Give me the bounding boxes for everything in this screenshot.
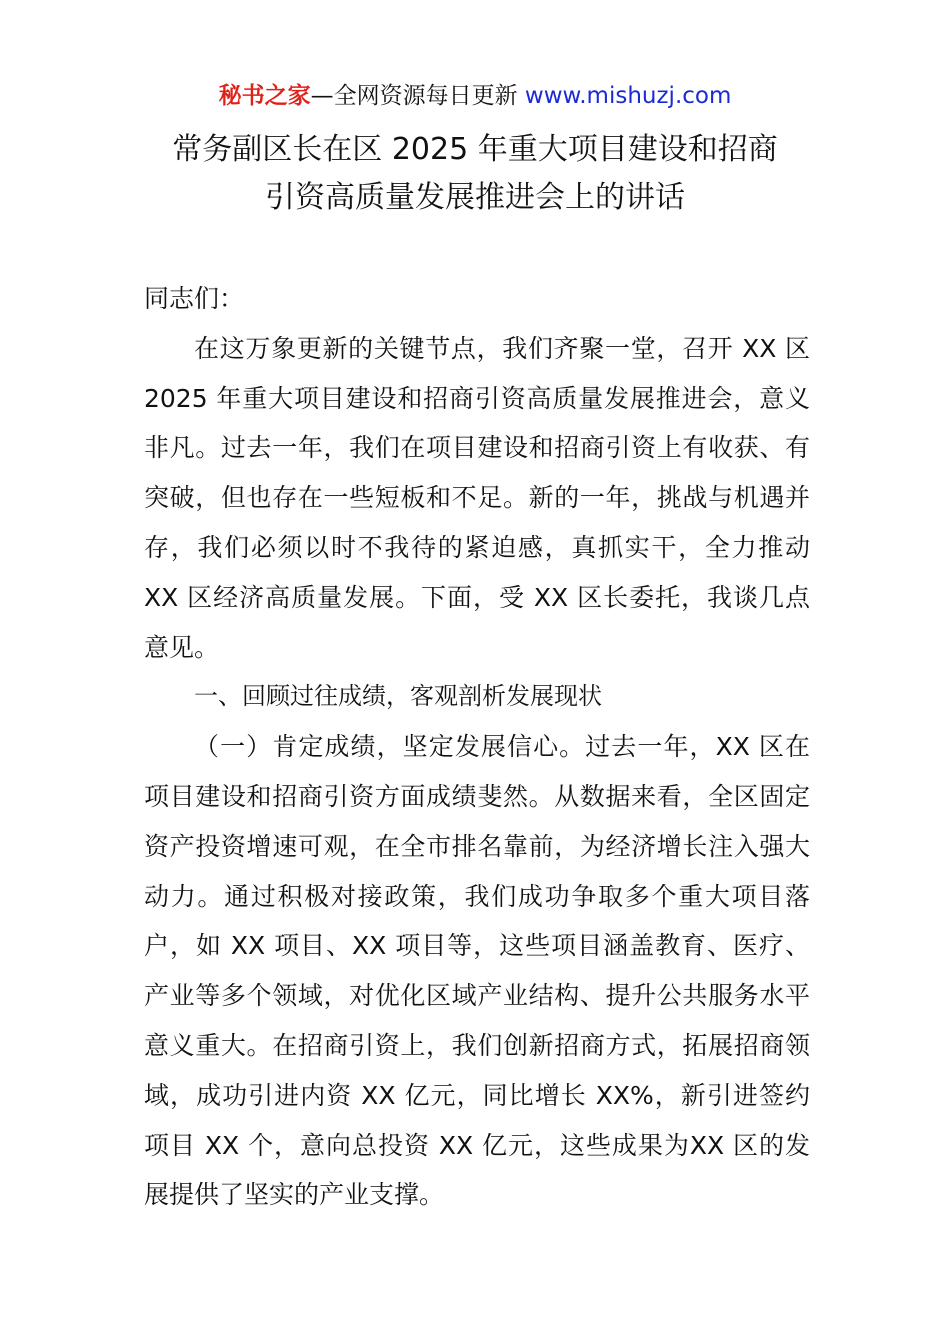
site-banner <box>0 80 950 112</box>
section-heading-1: 一、回顾过往成绩，客观剖析发展现状 <box>194 682 602 711</box>
document-body <box>144 274 810 1220</box>
salutation: 同志们： <box>144 284 245 313</box>
title-line-1: 常务副区长在区 2025 年重大项目建设和招商 <box>172 132 778 167</box>
paragraph-intro: 在这万象更新的关键节点，我们齐聚一堂，召开 XX 区2025 年重大项目建设和招商引资高质量发展推进会，意义非凡。过去一年，我们在项目建设和招商引资上有收获、有突破，但也存在一些短板和不足。新的一年，挑战与机遇并存，我们必须以时不我待的紧迫感，真抓实干，全力推动 XX 区经济高质量发展。下面，受 XX 区长委托，我谈几点意见。 <box>144 333 810 662</box>
site-url-link[interactable]: www.mishuzj.com <box>524 83 732 109</box>
paragraph-achievements: （一）肯定成绩，坚定发展信心。过去一年，XX 区在项目建设和招商引资方面成绩斐然。从数据来看，全区固定资产投资增速可观，在全市排名靠前，为经济增长注入强大动力。通过积极对接政策，我们成功争取多个重大项目落户，如 XX 项目、XX 项目等，这些项目涵盖教育、医疗、产业等多个领域，对优化区域产业结构、提升公共服务水平意义重大。在招商引资上，我们创新招商方式，拓展招商领域，成功引进内资 XX 亿元，同比增长 XX%，新引进签约项目 XX 个，意向总投资 XX 亿元，这些成果为XX 区的发展提供了坚实的产业支撑。 <box>144 732 810 1210</box>
brand-name: 秘书之家 <box>218 83 311 109</box>
title-line-2: 引资高质量发展推进会上的讲话 <box>265 180 685 215</box>
banner-tagline: —全网资源每日更新 <box>310 83 525 109</box>
document-title <box>0 126 950 222</box>
